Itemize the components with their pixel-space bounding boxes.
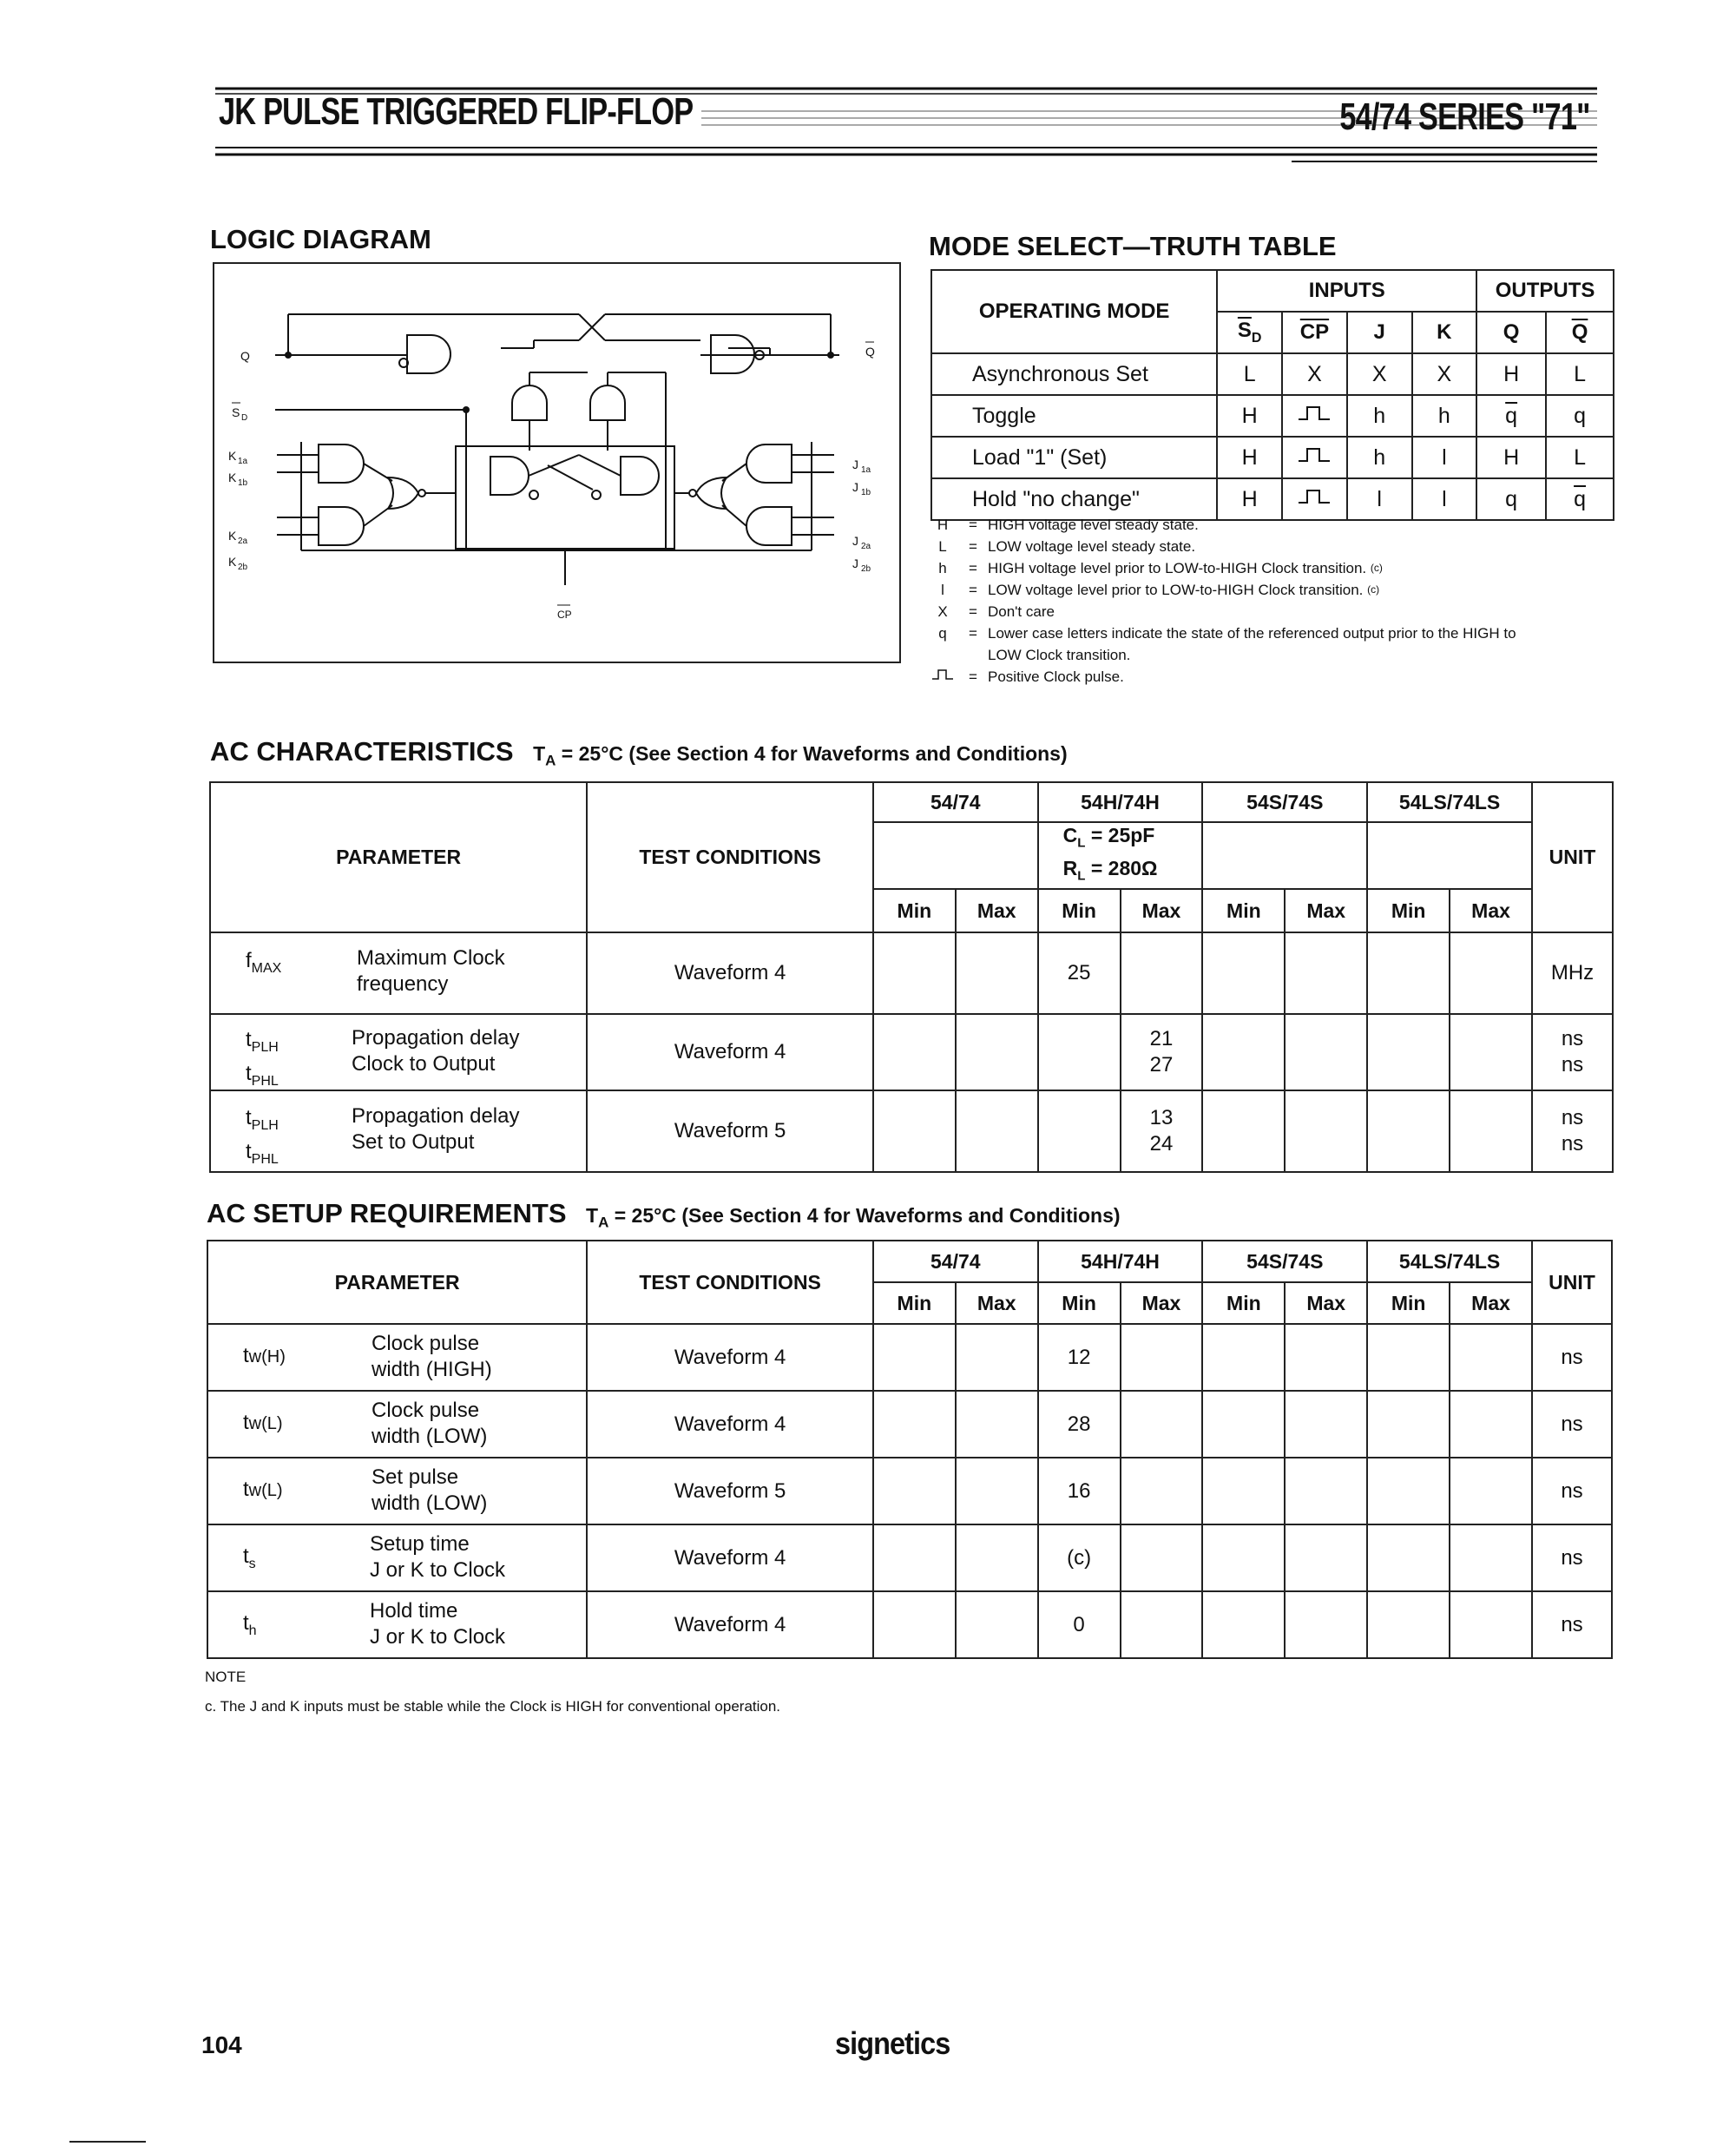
clock-pulse-icon — [1282, 437, 1347, 478]
legend-item: h = HIGH voltage level prior to LOW-to-HIGH Clock transition. (c) — [938, 560, 1383, 576]
label-k1a: K — [228, 449, 237, 463]
table-row: $t_s$ Setup time J or K to Clock Waveform 4 (c) ns — [207, 1524, 1612, 1591]
label-j1b-sub: 1b — [861, 488, 871, 497]
table-row: tw(H) Clock pulse width (HIGH) Waveform 4 12 ns — [207, 1324, 1612, 1391]
col-j: J — [1347, 312, 1412, 353]
table-row: $t_{PLH}$ $t_{PHL}$ Propagation delay Clock to Output Waveform 4 21 27 ns ns — [210, 1014, 1613, 1090]
legend-item: l = LOW voltage level prior to LOW-to-HIGH Clock transition. (c) — [941, 582, 1380, 598]
col-unit: UNIT — [1532, 1241, 1612, 1324]
label-k2a-sub: 2a — [238, 537, 248, 546]
truth-table-legend — [927, 514, 1516, 688]
label-k2a: K — [228, 529, 237, 543]
col-sd: $\overline{S}_D$ — [1217, 312, 1282, 353]
logic-diagram — [214, 264, 899, 662]
col-cp: $\overline{CP}$ — [1282, 312, 1347, 353]
table-row: $f_{MAX}$ Maximum Clock frequency Waveform 4 25 MHz — [210, 932, 1613, 1014]
col-qbar: $\overline{Q}$ — [1546, 312, 1614, 353]
truth-table-heading: MODE SELECT—TRUTH TABLE — [929, 231, 1337, 261]
table-row: $t_h$ Hold time J or K to Clock Waveform 4 0 ns — [207, 1591, 1612, 1658]
footer-rule — [69, 2141, 146, 2143]
col-outputs: OUTPUTS — [1476, 270, 1614, 312]
col-parameter: PARAMETER — [210, 782, 587, 932]
label-j2b-sub: 2b — [861, 564, 871, 574]
label-k2b-sub: 2b — [238, 563, 248, 572]
label-j2b: J — [852, 556, 858, 570]
table-row: tw(L) Set pulse width (LOW) Waveform 5 16 ns — [207, 1458, 1612, 1524]
clock-pulse-icon — [1282, 395, 1347, 437]
series-title: 54/74 SERIES "71" — [1339, 95, 1590, 138]
col-test-conditions: TEST CONDITIONS — [587, 782, 873, 932]
label-sd: S — [232, 405, 240, 419]
legend-item: = Positive Clock pulse. — [927, 666, 1516, 688]
label-k2b: K — [228, 555, 237, 569]
table-row: tw(L) Clock pulse width (LOW) Waveform 4 28 ns — [207, 1391, 1612, 1458]
legend-item: q = Lower case letters indicate the state of the referenced output prior to the HIGH to — [938, 625, 1516, 642]
label-j1a-sub: 1a — [861, 465, 871, 475]
col-operating-mode: OPERATING MODE — [931, 270, 1217, 353]
table-row: Asynchronous Set L X X X H L — [931, 353, 1614, 395]
note-text: c. The J and K inputs must be stable while the Clock is HIGH for conventional operation. — [205, 1698, 781, 1715]
label-j2a: J — [852, 534, 858, 548]
col-inputs: INPUTS — [1217, 270, 1476, 312]
col-unit: UNIT — [1532, 782, 1613, 932]
legend-item: X = Don't care — [937, 603, 1055, 620]
label-k1b-sub: 1b — [238, 478, 248, 488]
label-q-bar: Q — [865, 345, 875, 359]
label-k1a-sub: 1a — [238, 457, 248, 466]
load-conditions: $C_L = 25pF$ $R_L = 280\Omega$ — [1038, 822, 1203, 889]
legend-item: H = HIGH voltage level steady state. — [937, 517, 1199, 533]
table-row: Hold "no change" H l l q $\overline{q}$ — [931, 478, 1614, 520]
table-row: Toggle H h h $\overline{q}$ q — [931, 395, 1614, 437]
col-q: Q — [1476, 312, 1546, 353]
ac-characteristics-table: PARAMETER TEST CONDITIONS 54/74 54H/74H 54S/74S 54LS/74LS UNIT $C_L = 25pF$ $R_L = 280\Omega$ Min Max Min Max Min Max Min Max $f_{MAX}$ Maximum Clock frequency Waveform 4 25 MHz $t_{PLH}$ $t_{PHL}$ Propagation delay Clock to Output Waveform 4 21 27 ns ns $t_{PLH}$ $t_{PHL}$ Propagation delay Set to Output Waveform 5 13 24 ns ns — [209, 781, 1614, 1173]
logic-diagram-heading: LOGIC DIAGRAM — [210, 224, 431, 254]
table-row: $t_{PLH}$ $t_{PHL}$ Propagation delay Set to Output Waveform 5 13 24 ns ns — [210, 1090, 1613, 1172]
legend-item: LOW Clock transition. — [988, 647, 1131, 663]
label-cp: CP — [557, 609, 572, 621]
page-title: JK PULSE TRIGGERED FLIP-FLOP — [219, 90, 694, 133]
truth-table — [930, 269, 1614, 521]
col-parameter: PARAMETER — [207, 1241, 587, 1324]
page-number: 104 — [201, 2031, 242, 2058]
ac-setup-table: PARAMETER TEST CONDITIONS 54/74 54H/74H 54S/74S 54LS/74LS UNIT Min Max Min Max Min Max Min Max tw(H) Clock pulse width (HIGH) Waveform 4 12 ns tw(L) Clock pulse width (LOW) Waveform 4 28 ns tw(L) Set pulse width (LOW) Waveform 5 16 ns $t_s$ Setup time J or K to Clock Waveform 4 (c) ns $t_h$ Hold time J or K to Clock Waveform 4 0 ns — [207, 1240, 1613, 1659]
label-q: Q — [240, 349, 250, 363]
label-k1b: K — [228, 471, 237, 484]
legend-item: L = LOW voltage level steady state. — [938, 538, 1196, 555]
label-j2a-sub: 2a — [861, 542, 871, 551]
label-j1b: J — [852, 480, 858, 494]
col-test-conditions: TEST CONDITIONS — [587, 1241, 873, 1324]
brand-logo: signetics — [835, 2025, 950, 2061]
ac-characteristics-heading: AC CHARACTERISTICS $T_A = 25^\circ C$ (See Section 4 for Waveforms and Conditions) — [210, 736, 1068, 769]
note-heading: NOTE — [205, 1669, 247, 1685]
col-k: K — [1412, 312, 1477, 353]
label-sd-sub: D — [241, 413, 248, 423]
ac-setup-heading: AC SETUP REQUIREMENTS $T_A = 25^\circ C$ (See Section 4 for Waveforms and Conditions) — [207, 1198, 1121, 1231]
logic-diagram-frame — [213, 262, 901, 663]
label-j1a: J — [852, 458, 858, 471]
table-row: Load "1" (Set) H h l H L — [931, 437, 1614, 478]
clock-pulse-icon — [927, 666, 958, 688]
